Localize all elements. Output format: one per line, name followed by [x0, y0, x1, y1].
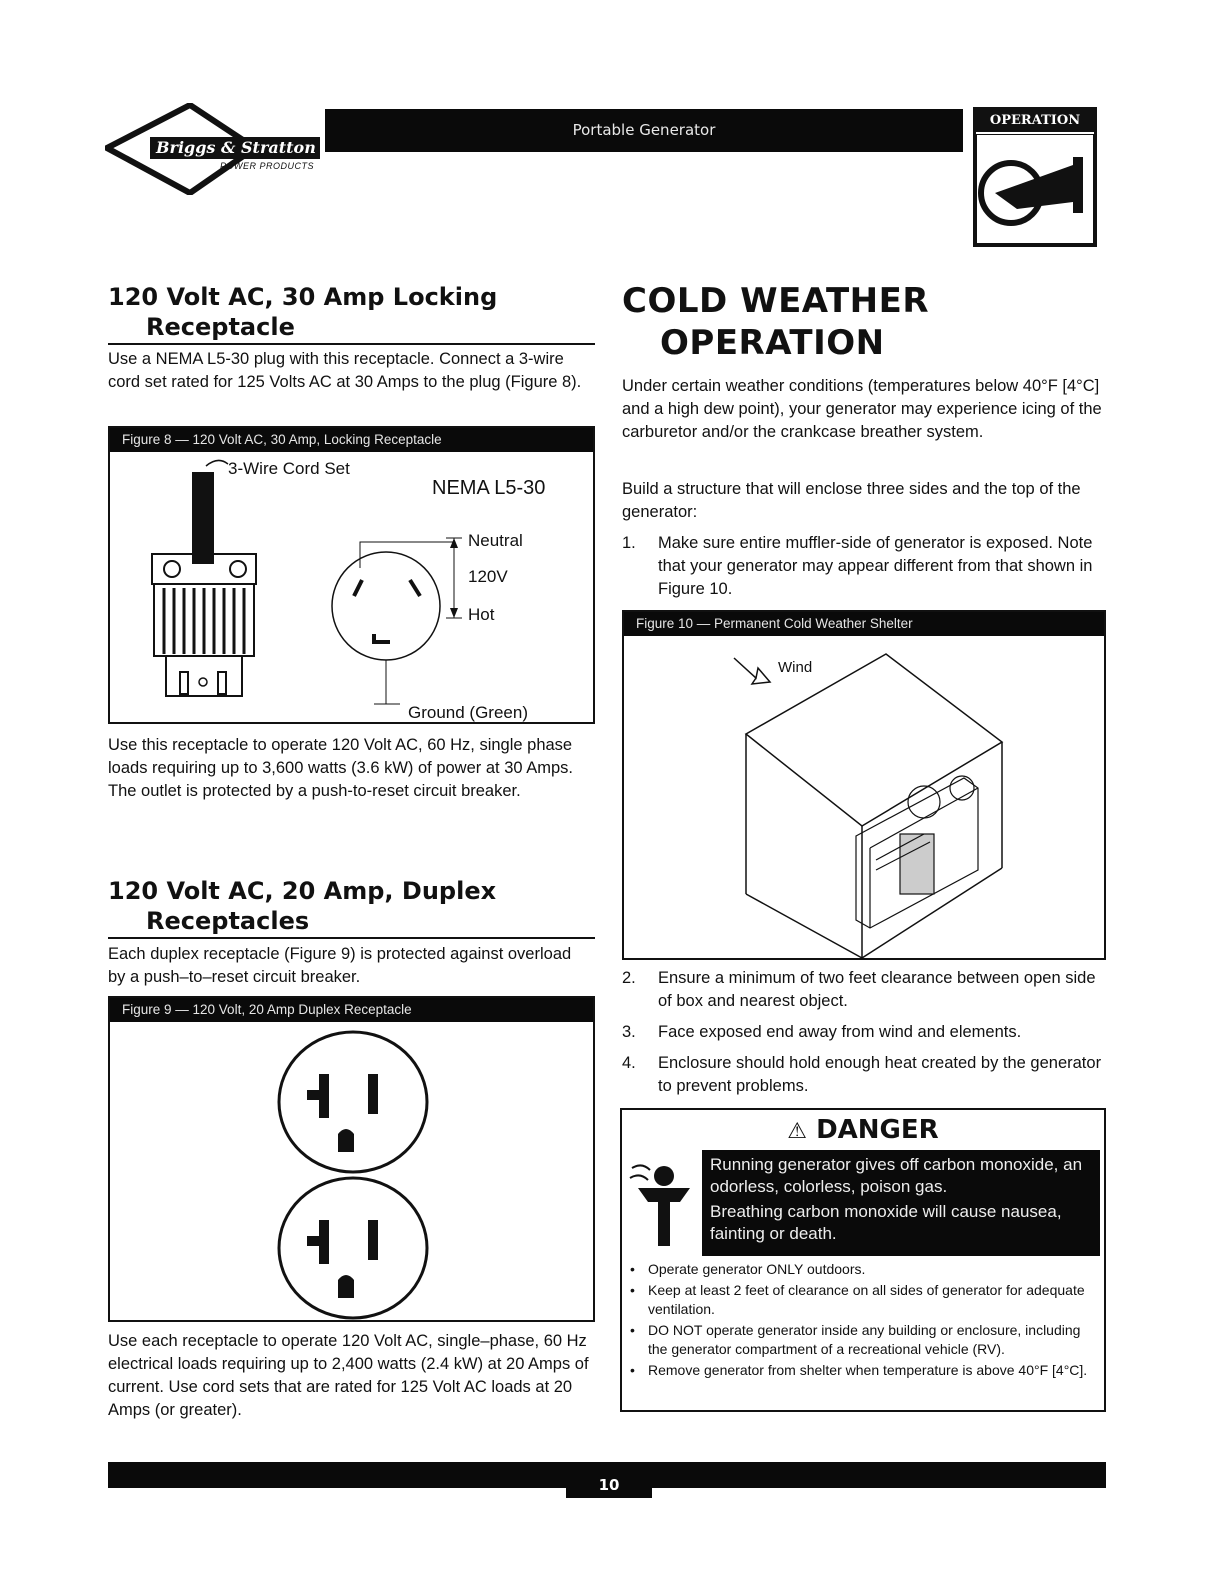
wind-arrow-icon	[734, 658, 770, 684]
section-20amp	[108, 876, 595, 936]
danger-box	[620, 1108, 1106, 1412]
header-bar: Portable Generator	[325, 109, 963, 152]
figure-9-title: Figure 9 — 120 Volt, 20 Amp Duplex Receptacle	[110, 998, 593, 1022]
section-rule	[108, 343, 595, 345]
neutral-label: Neutral	[468, 531, 523, 550]
section-30amp-title: 120 Volt AC, 30 Amp Locking Receptacle	[108, 283, 498, 341]
cord-label: 3-Wire Cord Set	[228, 459, 350, 478]
locking-receptacle-diagram	[110, 454, 593, 724]
cold-weather-title: COLD WEATHER OPERATION	[622, 281, 930, 363]
section-20amp-title: 120 Volt AC, 20 Amp, Duplex Receptacles	[108, 877, 497, 935]
list-item: 2. Ensure a minimum of two feet clearance between open side of box and nearest object.	[622, 969, 1096, 1010]
generator-icon	[856, 776, 978, 928]
wind-label: Wind	[778, 659, 813, 676]
operation-switch-icon	[977, 135, 1093, 243]
brand-logo	[105, 103, 325, 195]
cold-weather-shelter-diagram	[624, 638, 1104, 960]
step-list	[622, 967, 1104, 1098]
operation-badge	[973, 107, 1097, 247]
figure-10	[622, 610, 1106, 960]
danger-bullet-list	[628, 1260, 1098, 1382]
danger-heading: ⚠ DANGER	[787, 1115, 939, 1145]
list-item: • DO NOT operate generator inside any building or enclosure, including the generator compartment of a recreational vehicle (RV).	[628, 1321, 1098, 1359]
section-30amp-intro: Use a NEMA L5-30 plug with this receptacle. Connect a 3-wire cord set rated for 125 Volts AC at 30 Amps to the plug (Figure 8).	[108, 350, 582, 391]
shelter-box-icon	[746, 654, 1002, 958]
cold-weather-intro: Under certain weather conditions (temperatures below 40°F [4°C] and a high dew point), your generator may experience icing of the carburetor and/or the crankcase breather system.	[622, 377, 1102, 441]
outlet-bottom-icon	[279, 1178, 427, 1318]
ground-label: Ground (Green)	[408, 703, 528, 722]
section-30amp-description: Use this receptacle to operate 120 Volt AC, 60 Hz, single phase loads requiring up to 3,600 watts (3.6 kW) of power at 30 Amps. The outlet is protected by a push-to-reset circuit breaker.	[108, 736, 573, 800]
outlet-top-icon	[279, 1032, 427, 1172]
figure-8-title: Figure 8 — 120 Volt AC, 30 Amp, Locking Receptacle	[110, 428, 593, 452]
hot-label: Hot	[468, 605, 495, 624]
page-number: 10	[566, 1462, 652, 1498]
list-item: • Keep at least 2 feet of clearance on all sides of generator for adequate ventilation.	[628, 1281, 1098, 1319]
list-item: 4. Enclosure should hold enough heat created by the generator to prevent problems.	[622, 1054, 1102, 1095]
carbon-monoxide-hazard-icon	[628, 1158, 698, 1250]
operation-badge-label: OPERATION	[976, 110, 1094, 134]
figure-10-title: Figure 10 — Permanent Cold Weather Shelter	[624, 612, 1104, 636]
warning-triangle-icon: ⚠	[787, 1119, 808, 1144]
nema-label: NEMA L5-30	[432, 477, 546, 499]
section-20amp-intro: Each duplex receptacle (Figure 9) is protected against overload by a push–to–reset circuit breaker.	[108, 945, 572, 986]
section-20amp-description: Use each receptacle to operate 120 Volt AC, single–phase, 60 Hz electrical loads requiring up to 2,400 watts (2.4 kW) at 20 Amps of current. Use cord sets that are rated for 125 Volt AC loads at 20 Amps (or greater).	[108, 1332, 589, 1419]
list-item: 3. Face exposed end away from wind and elements.	[622, 1023, 1022, 1041]
brand-name: Briggs & Stratton	[150, 137, 320, 159]
list-item: • Operate generator ONLY outdoors.	[628, 1260, 1098, 1279]
cold-weather-instruction: Build a structure that will enclose three sides and the top of the generator:	[622, 480, 1081, 521]
section-rule	[108, 937, 595, 939]
list-item: 1. Make sure entire muffler-side of generator is exposed. Note that your generator may appear different from that shown in Figure 10.	[622, 534, 1093, 598]
section-30amp	[108, 282, 595, 342]
danger-message: Running generator gives off carbon monoxide, an odorless, colorless, poison gas. Breathing carbon monoxide will cause nausea, fainting or death.	[702, 1150, 1100, 1256]
duplex-receptacle-diagram	[110, 1024, 593, 1322]
figure-8	[108, 426, 595, 724]
voltage-label: 120V	[468, 567, 508, 586]
list-item: • Remove generator from shelter when temperature is above 40°F [4°C].	[628, 1361, 1098, 1380]
step-list-first	[622, 532, 1104, 601]
cord-icon	[192, 472, 214, 564]
figure-9	[108, 996, 595, 1322]
brand-subtitle: POWER PRODUCTS	[220, 161, 315, 171]
